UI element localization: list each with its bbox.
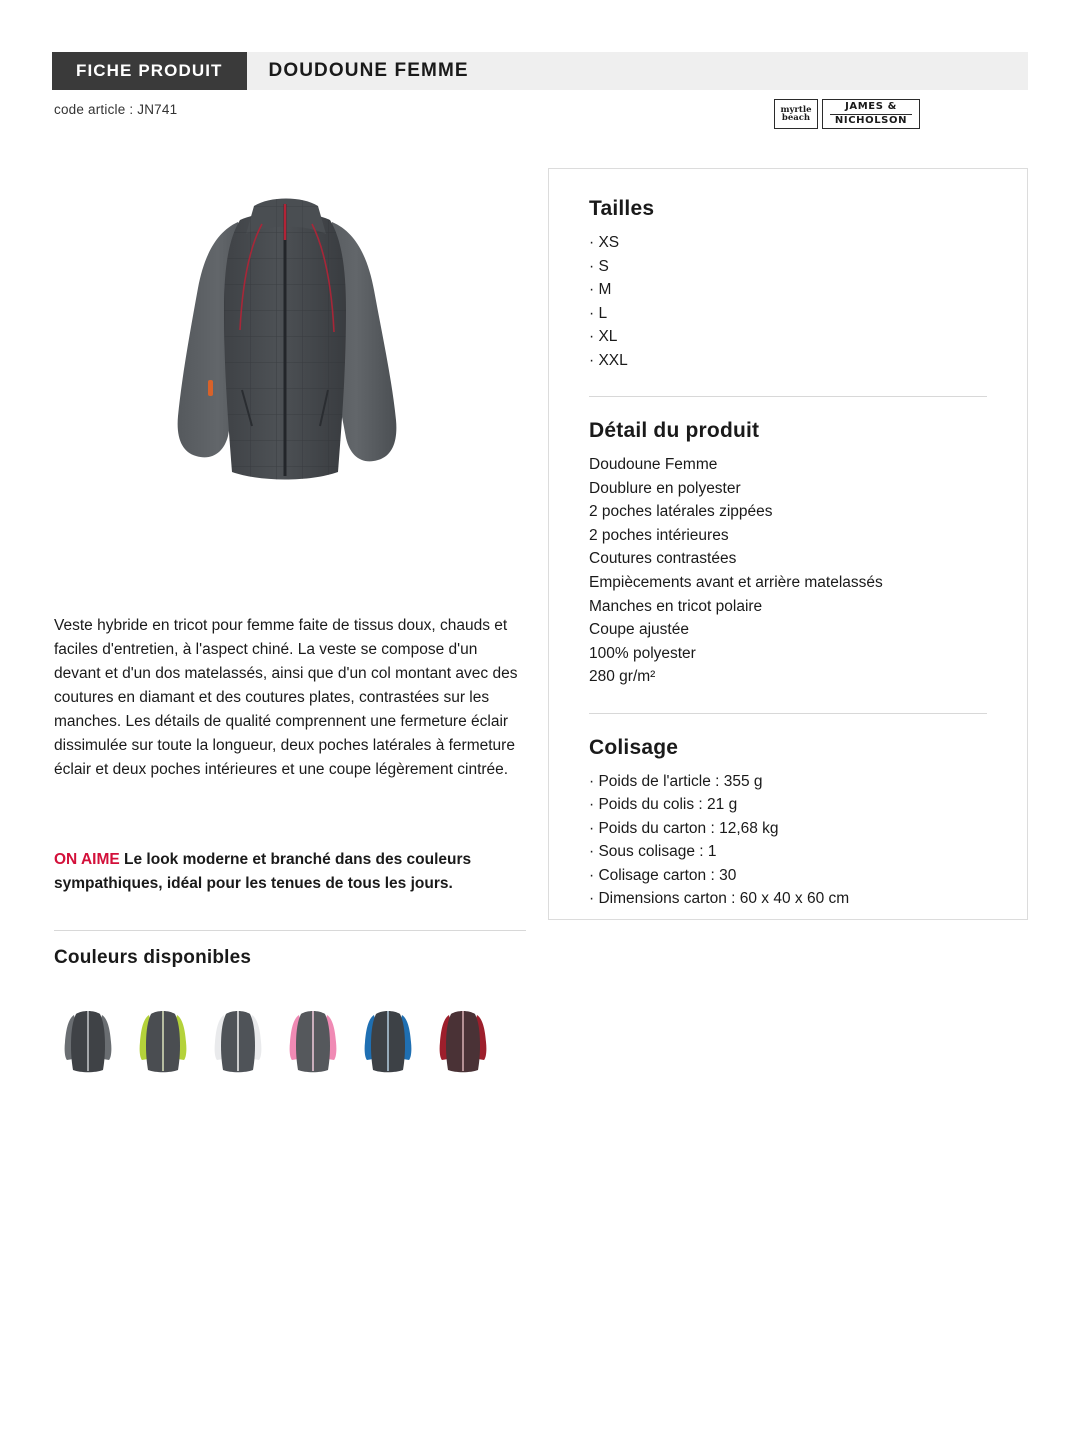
header-bar [52, 52, 1028, 90]
james-nicholson-logo [822, 99, 920, 129]
header-tag: FICHE PRODUIT [52, 52, 247, 90]
detail-title: Détail du produit [589, 419, 760, 443]
color-swatch[interactable] [362, 1008, 414, 1076]
myrtle-beach-logo [774, 99, 818, 129]
section-divider [54, 930, 526, 931]
list-item: · XL [589, 328, 618, 346]
list-item: · Poids de l'article : 355 g [589, 772, 763, 790]
article-code: code article : JN741 [54, 102, 178, 117]
highlight-text [54, 848, 534, 896]
myrtle-logo-line2: beach [781, 113, 811, 123]
list-item: · Colisage carton : 30 [589, 866, 737, 884]
list-item: · M [589, 281, 612, 299]
list-item: Manches en tricot polaire [589, 597, 763, 615]
product-image [120, 180, 450, 570]
list-item: 2 poches latérales zippées [589, 503, 773, 521]
color-swatch[interactable] [137, 1008, 189, 1076]
sizes-title: Tailles [589, 197, 655, 220]
highlight-body: Le look moderne et branché dans des couleurs sympathiques, idéal pour les tenues de tous les jours. [54, 850, 472, 892]
list-item: Coutures contrastées [589, 550, 737, 568]
list-item: · Sous colisage : 1 [589, 843, 717, 861]
color-swatch[interactable] [212, 1008, 264, 1076]
detail-list [589, 453, 987, 688]
color-swatch-row [62, 1008, 489, 1076]
panel-divider [589, 396, 987, 397]
highlight-label: ON AIME [54, 850, 120, 868]
color-swatch[interactable] [437, 1008, 489, 1076]
list-item: 280 gr/m² [589, 668, 656, 686]
colors-title: Couleurs disponibles [54, 947, 252, 968]
product-description: Veste hybride en tricot pour femme faite de tissus doux, chauds et faciles d'entretien, à l'aspect chiné. La veste se compose d'un devant et d'un dos matelassés, ainsi que d'un col montant avec des coutures en diamant et des coutures plates, contrastées sur les manches. Les détails de qualité comprennent une fermeture éclair dissimulée sur toute la longueur, deux poches latérales à fermeture éclair et deux poches intérieures et une coupe légèrement cintrée. [54, 616, 518, 778]
list-item: · XXL [589, 351, 628, 369]
list-item: · Dimensions carton : 60 x 40 x 60 cm [589, 890, 850, 908]
list-item: · L [589, 304, 608, 322]
packaging-list [589, 770, 987, 911]
color-swatch[interactable] [287, 1008, 339, 1076]
list-item: · Poids du colis : 21 g [589, 796, 738, 814]
packaging-title: Colisage [589, 735, 679, 759]
list-item: · Poids du carton : 12,68 kg [589, 819, 779, 837]
list-item: · XS [589, 234, 620, 251]
list-item: Doudoune Femme [589, 456, 718, 474]
list-item: 2 poches intérieures [589, 526, 729, 544]
myrtle-logo-line1: myrtle [780, 104, 812, 115]
color-swatch[interactable] [62, 1008, 114, 1076]
page-title: DOUDOUNE FEMME [268, 60, 469, 81]
brand-logos [774, 99, 920, 129]
list-item: · S [589, 257, 609, 275]
panel-divider [589, 713, 987, 714]
jn-logo-line2: NICHOLSON [830, 114, 913, 127]
list-item: 100% polyester [589, 644, 696, 662]
sizes-list [589, 231, 987, 372]
jn-logo-line1: JAMES & [845, 101, 897, 112]
spec-panel [548, 168, 1028, 920]
list-item: Doublure en polyester [589, 479, 741, 497]
list-item: Coupe ajustée [589, 621, 689, 639]
list-item: Empiècements avant et arrière matelassés [589, 574, 883, 592]
